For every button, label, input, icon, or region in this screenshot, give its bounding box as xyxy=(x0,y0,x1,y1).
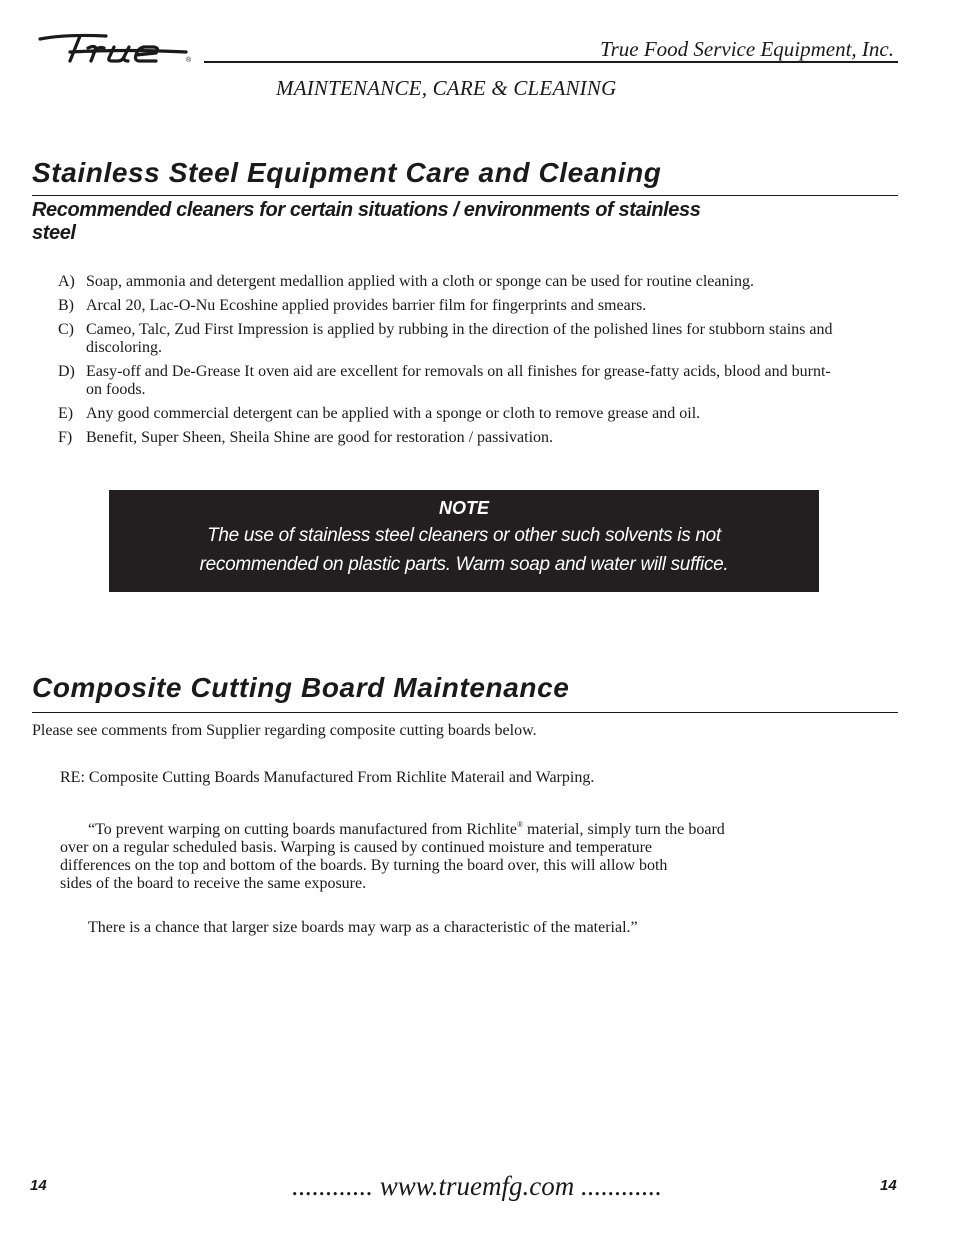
company-name: True Food Service Equipment, Inc. xyxy=(600,37,894,61)
page-number-right: 14 xyxy=(880,1177,897,1194)
true-logo xyxy=(36,30,196,66)
note-line-2: recommended on plastic parts. Warm soap and water will suffice. xyxy=(199,554,729,575)
cutting-intro: Please see comments from Supplier regarding composite cutting boards below. xyxy=(32,722,537,739)
footer-url: ............ www.truemfg.com ............ xyxy=(292,1171,662,1201)
note-box xyxy=(109,490,819,592)
supplier-quote: “To prevent warping on cutting boards manufactured from Richlite® material, simply turn the board over on a regular scheduled basis. Warping is caused by continued moisture and temperature differences on the top and bottom of the boards. By turning the board over, this will allow both sides of the board to receive the same exposure. xyxy=(60,820,725,892)
page-number-left: 14 xyxy=(30,1177,47,1194)
list-item: A) Soap, ammonia and detergent medallion applied with a cloth or sponge can be used for routine cleaning. xyxy=(58,273,754,290)
logo-registered-mark: ® xyxy=(186,57,192,64)
cutting-closing: There is a chance that larger size boards may warp as a characteristic of the material.” xyxy=(88,919,638,936)
section-heading: MAINTENANCE, CARE & CLEANING xyxy=(276,76,617,100)
list-item: B) Arcal 20, Lac-O-Nu Ecoshine applied provides barrier film for fingerprints and smears. xyxy=(58,297,647,314)
cleaners-list xyxy=(58,273,838,453)
cutting-title: Composite Cutting Board Maintenance xyxy=(32,672,570,703)
list-item: E) Any good commercial detergent can be applied with a sponge or cloth to remove grease and oil. xyxy=(58,405,701,422)
cutting-rule xyxy=(32,712,898,713)
stainless-subtitle: Recommended cleaners for certain situations / environments of stainless steel xyxy=(32,199,701,244)
list-item: F) Benefit, Super Sheen, Sheila Shine are good for restoration / passivation. xyxy=(58,429,554,446)
stainless-title: Stainless Steel Equipment Care and Cleaning xyxy=(32,157,662,188)
cutting-re: RE: Composite Cutting Boards Manufactured From Richlite Materail and Warping. xyxy=(60,769,595,786)
registered-mark: ® xyxy=(516,820,524,829)
note-title: NOTE xyxy=(438,498,489,518)
note-line-1: The use of stainless steel cleaners or other such solvents is not xyxy=(207,525,721,546)
list-item: C) Cameo, Talc, Zud First Impression is applied by rubbing in the direction of the polished lines for stubborn stains and discoloring. xyxy=(58,321,833,356)
list-item: D) Easy-off and De-Grease It oven aid are excellent for removals on all finishes for grease-fatty acids, blood and burnt-on foods. xyxy=(58,363,831,398)
stainless-rule xyxy=(32,195,898,196)
